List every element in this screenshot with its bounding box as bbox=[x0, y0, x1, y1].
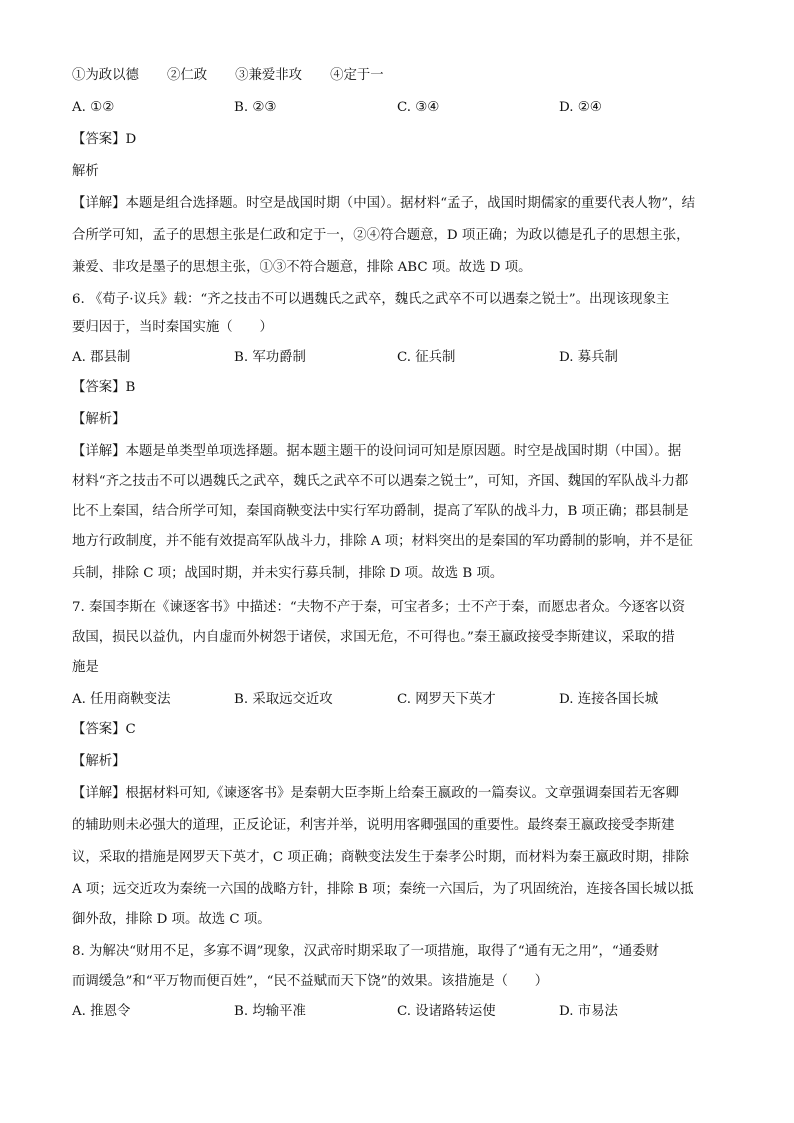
q7-stem-line: 施是 bbox=[72, 660, 99, 675]
q8-option-a: A. 推恩令 bbox=[72, 1004, 131, 1019]
q7-answer: 【答案】C bbox=[72, 722, 136, 737]
q5-analysis-label: 解析 bbox=[72, 164, 99, 179]
q7-stem-line: 7. 秦国李斯在《谏逐客书》中描述：“夫物不产于秦，可宝者多；士不产于秦，而愿忠者众。今逐客以资 bbox=[72, 600, 686, 615]
q8-option-c: C. 设诸路转运使 bbox=[397, 1004, 496, 1019]
q8-option-d: D. 市易法 bbox=[559, 1004, 618, 1019]
q6-detail-line: 材料“齐之技击不可以遇魏氏之武卒，魏氏之武卒不可以遇秦之锐士”，可知，齐国、魏国的军队战斗力都 bbox=[72, 474, 689, 489]
q7-detail-line: A 项；远交近攻为秦统一六国的战略方针，排除 B 项；秦统一六国后，为了巩固统治，连接各国长城以抵 bbox=[72, 882, 694, 897]
q7-detail-line: 【详解】根据材料可知,《谏逐客书》是秦朝大臣李斯上给秦王嬴政的一篇奏议。文章强调秦国若无客卿 bbox=[72, 786, 679, 801]
q5-statement-2: ②仁政 bbox=[166, 68, 208, 83]
q6-detail-line: 地方行政制度，并不能有效提高军队战斗力，排除 A 项；材料突出的是秦国的军功爵制的影响，并不是征 bbox=[72, 534, 693, 549]
q8-option-b: B. 均输平准 bbox=[234, 1004, 306, 1019]
q5-option-c: C. ③④ bbox=[397, 100, 440, 115]
q7-analysis-label: 【解析】 bbox=[72, 754, 126, 769]
q7-detail-line: 御外敌，排除 D 项。故选 C 项。 bbox=[72, 912, 271, 927]
q6-option-d: D. 募兵制 bbox=[559, 350, 618, 365]
q5-statement-3: ③兼爱非攻 bbox=[235, 68, 303, 83]
q8-stem-line: 8. 为解决“财用不足，多寡不调”现象，汉武帝时期采取了一项措施，取得了“通有无之用”，“通委财 bbox=[72, 944, 659, 959]
q6-detail-line: 【详解】本题是单类型单项选择题。据本题主题干的设问词可知是原因题。时空是战国时期（中国）。据 bbox=[72, 444, 682, 459]
q7-options bbox=[72, 690, 732, 710]
q8-stem-line: 而调缓急”和“平万物而便百姓”，“民不益赋而天下饶”的效果。该措施是（ ） bbox=[72, 974, 549, 989]
q5-detail-line: 兼爱、非攻是墨子的思想主张，①③不符合题意，排除 ABC 项。故选 D 项。 bbox=[72, 260, 532, 275]
q6-stem-line: 要归因于，当时秦国实施（ ） bbox=[72, 320, 273, 335]
q7-detail-line: 的辅助则未必强大的道理，正反论证，利害并举，说明用客卿强国的重要性。最终秦王嬴政接受李斯建 bbox=[72, 818, 675, 833]
q5-answer: 【答案】D bbox=[72, 132, 137, 147]
q8-options bbox=[72, 1002, 732, 1022]
q6-option-b: B. 军功爵制 bbox=[234, 350, 306, 365]
q6-detail-line: 比不上秦国，结合所学可知，秦国商鞅变法中实行军功爵制，提高了军队的战斗力，B 项正确；郡县制是 bbox=[72, 504, 689, 519]
q6-options bbox=[72, 348, 732, 368]
q6-option-c: C. 征兵制 bbox=[397, 350, 456, 365]
q5-option-b: B. ②③ bbox=[234, 100, 277, 115]
q7-option-d: D. 连接各国长城 bbox=[559, 692, 659, 707]
q6-option-a: A. 郡县制 bbox=[72, 350, 131, 365]
q6-answer: 【答案】B bbox=[72, 380, 136, 395]
q5-statement-1: ①为政以德 bbox=[72, 68, 139, 83]
q6-detail-line: 兵制，排除 C 项；战国时期，并未实行募兵制，排除 D 项。故选 B 项。 bbox=[72, 566, 504, 581]
q6-analysis-label: 【解析】 bbox=[72, 412, 126, 427]
q5-detail-line: 合所学可知，孟子的思想主张是仁政和定于一，②④符合题意，D 项正确；为政以德是孔子的思想主张， bbox=[72, 228, 690, 243]
q7-detail-line: 议，采取的措施是网罗天下英才，C 项正确；商鞅变法发生于秦孝公时期，而材料为秦王嬴政时期，排除 bbox=[72, 850, 690, 865]
q5-options bbox=[72, 98, 732, 118]
q7-option-b: B. 采取远交近攻 bbox=[234, 692, 333, 707]
q5-detail-line: 【详解】本题是组合选择题。时空是战国时期（中国）。据材料“孟子，战国时期儒家的重要代表人物”，结 bbox=[72, 196, 695, 211]
q5-option-a: A. ①② bbox=[72, 100, 115, 115]
q5-option-d: D. ②④ bbox=[559, 100, 602, 115]
q7-option-a: A. 任用商鞅变法 bbox=[72, 692, 171, 707]
q6-stem-line: 6. 《荀子·议兵》载：“齐之技击不可以遇魏氏之武卒，魏氏之武卒不可以遇秦之锐士”。出现该现象主 bbox=[72, 292, 670, 307]
q5-statements bbox=[72, 66, 732, 86]
q7-stem-line: 敌国，损民以益仇，内自虚而外树怨于诸侯，求国无危，不可得也。”秦王嬴政接受李斯建议，采取的措 bbox=[72, 630, 675, 645]
q5-statement-4: ④定于一 bbox=[330, 68, 384, 83]
q7-option-c: C. 网罗天下英才 bbox=[397, 692, 496, 707]
